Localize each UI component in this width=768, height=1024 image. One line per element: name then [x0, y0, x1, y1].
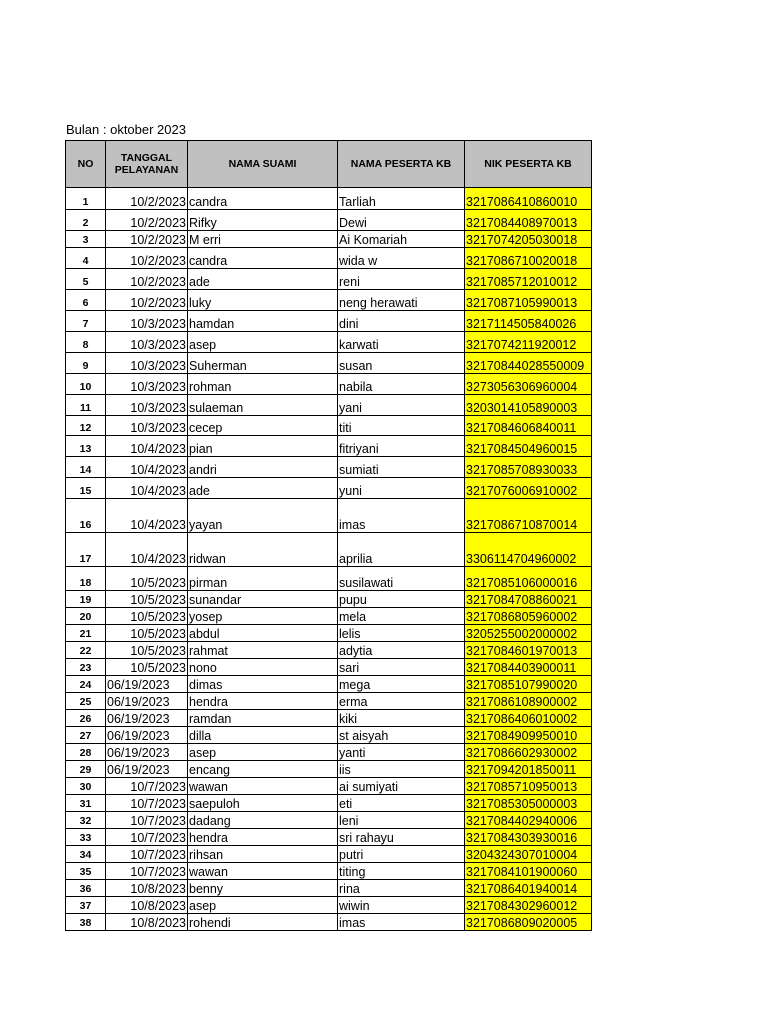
nik-cell: 3306114704960002 — [465, 533, 592, 567]
nik-cell: 3217084303930016 — [465, 829, 592, 846]
service-date-cell: 10/2/2023 — [106, 269, 188, 290]
row-number: 26 — [66, 710, 106, 727]
table-row — [66, 727, 592, 744]
nik-cell: 3217084909950010 — [465, 727, 592, 744]
service-date-cell: 10/7/2023 — [106, 863, 188, 880]
husband-name-cell: rahmat — [188, 642, 338, 659]
participant-name-cell: leni — [338, 812, 465, 829]
table-row — [66, 897, 592, 914]
service-date-cell: 10/3/2023 — [106, 374, 188, 395]
nik-cell: 3217084606840011 — [465, 416, 592, 436]
husband-name-cell: asep — [188, 744, 338, 761]
table-row — [66, 210, 592, 231]
participant-name-cell: reni — [338, 269, 465, 290]
nik-cell: 3217086710020018 — [465, 248, 592, 269]
husband-name-cell: encang — [188, 761, 338, 778]
nik-cell: 3217084402940006 — [465, 812, 592, 829]
nik-cell: 3217094201850011 — [465, 761, 592, 778]
sheet-title: Bulan : oktober 2023 — [66, 122, 186, 137]
nik-cell: 3273056306960004 — [465, 374, 592, 395]
participant-name-cell: mega — [338, 676, 465, 693]
participant-name-cell: adytia — [338, 642, 465, 659]
table-row — [66, 761, 592, 778]
participant-name-cell: sri rahayu — [338, 829, 465, 846]
nik-cell: 3217076006910002 — [465, 478, 592, 499]
service-date-cell: 10/5/2023 — [106, 591, 188, 608]
husband-name-cell: andri — [188, 457, 338, 478]
row-number: 25 — [66, 693, 106, 710]
participant-name-cell: kiki — [338, 710, 465, 727]
nik-cell: 3217085712010012 — [465, 269, 592, 290]
service-date-cell: 10/8/2023 — [106, 914, 188, 931]
row-number: 35 — [66, 863, 106, 880]
table-row — [66, 374, 592, 395]
row-number: 27 — [66, 727, 106, 744]
row-number: 31 — [66, 795, 106, 812]
table-row — [66, 659, 592, 676]
husband-name-cell: candra — [188, 248, 338, 269]
participant-name-cell: sari — [338, 659, 465, 676]
table-row — [66, 416, 592, 436]
husband-name-cell: luky — [188, 290, 338, 311]
nik-cell: 3217085708930033 — [465, 457, 592, 478]
row-number: 11 — [66, 395, 106, 416]
row-number: 28 — [66, 744, 106, 761]
table-row — [66, 478, 592, 499]
participant-name-cell: st aisyah — [338, 727, 465, 744]
participant-name-cell: pupu — [338, 591, 465, 608]
service-date-cell: 10/2/2023 — [106, 188, 188, 210]
husband-name-cell: ade — [188, 478, 338, 499]
nik-cell: 3217085106000016 — [465, 567, 592, 591]
service-date-cell: 10/7/2023 — [106, 795, 188, 812]
participant-name-cell: titing — [338, 863, 465, 880]
participant-name-cell: mela — [338, 608, 465, 625]
row-number: 17 — [66, 533, 106, 567]
service-date-cell: 10/2/2023 — [106, 231, 188, 248]
table-row — [66, 846, 592, 863]
participant-name-cell: titi — [338, 416, 465, 436]
service-date-cell: 10/2/2023 — [106, 248, 188, 269]
table-body — [66, 188, 592, 931]
husband-name-cell: ade — [188, 269, 338, 290]
husband-name-cell: asep — [188, 897, 338, 914]
participant-name-cell: ai sumiyati — [338, 778, 465, 795]
husband-name-cell: Rifky — [188, 210, 338, 231]
service-date-cell: 10/8/2023 — [106, 897, 188, 914]
husband-name-cell: rohman — [188, 374, 338, 395]
service-date-cell: 06/19/2023 — [106, 676, 188, 693]
row-number: 10 — [66, 374, 106, 395]
row-number: 1 — [66, 188, 106, 210]
participant-name-cell: Ai Komariah — [338, 231, 465, 248]
participant-name-cell: nabila — [338, 374, 465, 395]
nik-cell: 3217084601970013 — [465, 642, 592, 659]
nik-cell: 3217084408970013 — [465, 210, 592, 231]
husband-name-cell: ridwan — [188, 533, 338, 567]
table-row — [66, 499, 592, 533]
nik-cell: 3217084101900060 — [465, 863, 592, 880]
service-date-cell: 06/19/2023 — [106, 727, 188, 744]
nik-cell: 3203014105890003 — [465, 395, 592, 416]
row-number: 20 — [66, 608, 106, 625]
column-header-no: NO — [66, 141, 106, 188]
table-row — [66, 188, 592, 210]
husband-name-cell: hendra — [188, 693, 338, 710]
participant-name-cell: iis — [338, 761, 465, 778]
row-number: 18 — [66, 567, 106, 591]
row-number: 30 — [66, 778, 106, 795]
husband-name-cell: rihsan — [188, 846, 338, 863]
row-number: 16 — [66, 499, 106, 533]
table-row — [66, 608, 592, 625]
husband-name-cell: benny — [188, 880, 338, 897]
husband-name-cell: rohendi — [188, 914, 338, 931]
participant-name-cell: putri — [338, 846, 465, 863]
nik-cell: 3217086809020005 — [465, 914, 592, 931]
table-row — [66, 744, 592, 761]
row-number: 5 — [66, 269, 106, 290]
nik-cell: 3205255002000002 — [465, 625, 592, 642]
column-header-tanggal: TANGGAL PELAYANAN — [106, 141, 188, 188]
participant-name-cell: erma — [338, 693, 465, 710]
row-number: 8 — [66, 332, 106, 353]
row-number: 34 — [66, 846, 106, 863]
service-date-cell: 10/5/2023 — [106, 608, 188, 625]
table-row — [66, 778, 592, 795]
service-date-cell: 06/19/2023 — [106, 693, 188, 710]
husband-name-cell: wawan — [188, 863, 338, 880]
table-row — [66, 795, 592, 812]
service-date-cell: 10/7/2023 — [106, 812, 188, 829]
row-number: 3 — [66, 231, 106, 248]
participant-name-cell: imas — [338, 914, 465, 931]
row-number: 22 — [66, 642, 106, 659]
participant-name-cell: imas — [338, 499, 465, 533]
table-row — [66, 248, 592, 269]
nik-cell: 3217086602930002 — [465, 744, 592, 761]
service-date-cell: 10/3/2023 — [106, 332, 188, 353]
nik-cell: 3217084708860021 — [465, 591, 592, 608]
table-row — [66, 812, 592, 829]
service-date-cell: 10/5/2023 — [106, 642, 188, 659]
service-date-cell: 06/19/2023 — [106, 744, 188, 761]
column-header-nama-peserta: NAMA PESERTA KB — [338, 141, 465, 188]
table-row — [66, 642, 592, 659]
participant-name-cell: lelis — [338, 625, 465, 642]
service-date-cell: 10/7/2023 — [106, 846, 188, 863]
husband-name-cell: Suherman — [188, 353, 338, 374]
husband-name-cell: saepuloh — [188, 795, 338, 812]
husband-name-cell: dilla — [188, 727, 338, 744]
service-date-cell: 06/19/2023 — [106, 710, 188, 727]
row-number: 29 — [66, 761, 106, 778]
table-row — [66, 863, 592, 880]
participant-name-cell: yuni — [338, 478, 465, 499]
service-date-cell: 10/3/2023 — [106, 353, 188, 374]
participant-name-cell: susilawati — [338, 567, 465, 591]
service-date-cell: 10/2/2023 — [106, 290, 188, 311]
nik-cell: 3217085107990020 — [465, 676, 592, 693]
table-row — [66, 676, 592, 693]
table-row — [66, 457, 592, 478]
table-row — [66, 311, 592, 332]
service-date-cell: 10/3/2023 — [106, 311, 188, 332]
row-number: 15 — [66, 478, 106, 499]
table-row — [66, 436, 592, 457]
table-row — [66, 880, 592, 897]
participant-name-cell: dini — [338, 311, 465, 332]
service-date-cell: 10/8/2023 — [106, 880, 188, 897]
nik-cell: 3217084302960012 — [465, 897, 592, 914]
table-header-row — [66, 141, 592, 188]
participant-name-cell: yanti — [338, 744, 465, 761]
table-row — [66, 332, 592, 353]
nik-cell: 3217084403900011 — [465, 659, 592, 676]
kb-service-table — [65, 140, 592, 931]
nik-cell: 3217074205030018 — [465, 231, 592, 248]
table-row — [66, 829, 592, 846]
participant-name-cell: yani — [338, 395, 465, 416]
table-row — [66, 567, 592, 591]
husband-name-cell: asep — [188, 332, 338, 353]
service-date-cell: 06/19/2023 — [106, 761, 188, 778]
row-number: 14 — [66, 457, 106, 478]
column-header-nama-suami: NAMA SUAMI — [188, 141, 338, 188]
table-row — [66, 290, 592, 311]
nik-cell: 3217086410860010 — [465, 188, 592, 210]
husband-name-cell: dadang — [188, 812, 338, 829]
participant-name-cell: rina — [338, 880, 465, 897]
participant-name-cell: aprilia — [338, 533, 465, 567]
nik-cell: 3217086406010002 — [465, 710, 592, 727]
table-row — [66, 710, 592, 727]
row-number: 36 — [66, 880, 106, 897]
nik-cell: 3217074211920012 — [465, 332, 592, 353]
nik-cell: 3217086108900002 — [465, 693, 592, 710]
row-number: 4 — [66, 248, 106, 269]
row-number: 2 — [66, 210, 106, 231]
nik-cell: 3217086401940014 — [465, 880, 592, 897]
row-number: 33 — [66, 829, 106, 846]
row-number: 23 — [66, 659, 106, 676]
row-number: 32 — [66, 812, 106, 829]
participant-name-cell: Tarliah — [338, 188, 465, 210]
row-number: 19 — [66, 591, 106, 608]
husband-name-cell: wawan — [188, 778, 338, 795]
service-date-cell: 10/4/2023 — [106, 499, 188, 533]
husband-name-cell: hamdan — [188, 311, 338, 332]
table-row — [66, 693, 592, 710]
service-date-cell: 10/4/2023 — [106, 457, 188, 478]
service-date-cell: 10/3/2023 — [106, 416, 188, 436]
service-date-cell: 10/7/2023 — [106, 778, 188, 795]
service-date-cell: 10/4/2023 — [106, 436, 188, 457]
husband-name-cell: M erri — [188, 231, 338, 248]
row-number: 37 — [66, 897, 106, 914]
husband-name-cell: sulaeman — [188, 395, 338, 416]
participant-name-cell: wiwin — [338, 897, 465, 914]
husband-name-cell: pirman — [188, 567, 338, 591]
participant-name-cell: neng herawati — [338, 290, 465, 311]
service-date-cell: 10/2/2023 — [106, 210, 188, 231]
service-date-cell: 10/4/2023 — [106, 478, 188, 499]
participant-name-cell: eti — [338, 795, 465, 812]
husband-name-cell: pian — [188, 436, 338, 457]
service-date-cell: 10/5/2023 — [106, 567, 188, 591]
service-date-cell: 10/5/2023 — [106, 659, 188, 676]
husband-name-cell: yayan — [188, 499, 338, 533]
participant-name-cell: fitriyani — [338, 436, 465, 457]
table-row — [66, 533, 592, 567]
row-number: 7 — [66, 311, 106, 332]
service-date-cell: 10/5/2023 — [106, 625, 188, 642]
table-row — [66, 353, 592, 374]
husband-name-cell: ramdan — [188, 710, 338, 727]
service-date-cell: 10/4/2023 — [106, 533, 188, 567]
husband-name-cell: abdul — [188, 625, 338, 642]
participant-name-cell: susan — [338, 353, 465, 374]
row-number: 13 — [66, 436, 106, 457]
nik-cell: 3217085305000003 — [465, 795, 592, 812]
table-row — [66, 591, 592, 608]
husband-name-cell: hendra — [188, 829, 338, 846]
service-date-cell: 10/3/2023 — [106, 395, 188, 416]
husband-name-cell: candra — [188, 188, 338, 210]
nik-cell: 3217087105990013 — [465, 290, 592, 311]
participant-name-cell: wida w — [338, 248, 465, 269]
table-row — [66, 231, 592, 248]
table-row — [66, 269, 592, 290]
row-number: 12 — [66, 416, 106, 436]
nik-cell: 3204324307010004 — [465, 846, 592, 863]
row-number: 21 — [66, 625, 106, 642]
nik-cell: 3217086805960002 — [465, 608, 592, 625]
row-number: 24 — [66, 676, 106, 693]
nik-cell: 32170844028550009 — [465, 353, 592, 374]
husband-name-cell: cecep — [188, 416, 338, 436]
row-number: 38 — [66, 914, 106, 931]
column-header-nik: NIK PESERTA KB — [465, 141, 592, 188]
table-row — [66, 625, 592, 642]
service-date-cell: 10/7/2023 — [106, 829, 188, 846]
row-number: 9 — [66, 353, 106, 374]
nik-cell: 3217114505840026 — [465, 311, 592, 332]
husband-name-cell: nono — [188, 659, 338, 676]
husband-name-cell: yosep — [188, 608, 338, 625]
table-row — [66, 395, 592, 416]
participant-name-cell: sumiati — [338, 457, 465, 478]
table-row — [66, 914, 592, 931]
husband-name-cell: dimas — [188, 676, 338, 693]
participant-name-cell: karwati — [338, 332, 465, 353]
husband-name-cell: sunandar — [188, 591, 338, 608]
nik-cell: 3217084504960015 — [465, 436, 592, 457]
nik-cell: 3217085710950013 — [465, 778, 592, 795]
participant-name-cell: Dewi — [338, 210, 465, 231]
nik-cell: 3217086710870014 — [465, 499, 592, 533]
row-number: 6 — [66, 290, 106, 311]
